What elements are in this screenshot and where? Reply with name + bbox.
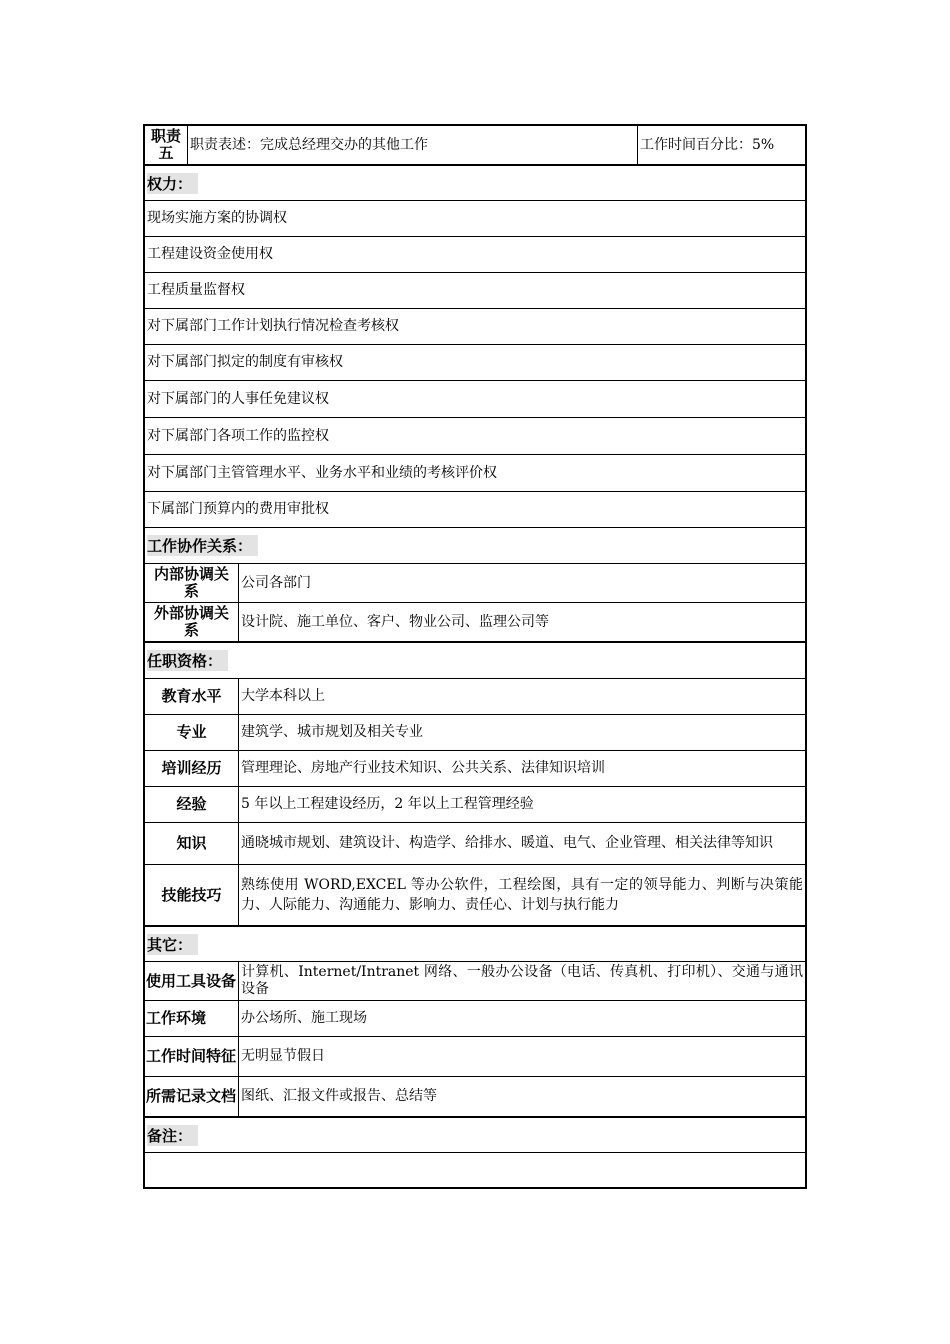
table-row (145, 1077, 805, 1118)
qualification-label: 专业 (145, 715, 239, 750)
list-item (145, 237, 805, 273)
remarks-header: 备注： (147, 1125, 198, 1146)
qualification-label: 经验 (145, 787, 239, 822)
qualification-header: 任职资格： (147, 650, 228, 671)
table-row (145, 962, 805, 1001)
qualification-label: 教育水平 (145, 679, 239, 714)
other-label: 工作环境 (145, 1001, 239, 1036)
other-value: 无明显节假日 (241, 1048, 325, 1064)
list-item (145, 381, 805, 418)
duty-time-percent: 工作时间百分比：5% (640, 136, 775, 153)
qualification-value: 通晓城市规划、建筑设计、构造学、给排水、暖道、电气、企业管理、相关法律等知识 (241, 835, 773, 851)
duty-row (145, 126, 805, 166)
remarks-section-header (145, 1118, 805, 1153)
qualification-label: 技能技巧 (145, 865, 239, 925)
table-row (145, 603, 805, 643)
authority-section-header (145, 166, 805, 201)
authority-item: 现场实施方案的协调权 (147, 210, 287, 226)
table-row (145, 1037, 805, 1077)
job-description-table (143, 124, 807, 1189)
duty-label: 职责五 (145, 126, 188, 164)
list-item (145, 418, 805, 455)
other-label: 工作时间特征 (145, 1037, 239, 1076)
qualification-section-header (145, 643, 805, 679)
qualification-value: 熟练使用 WORD,EXCEL 等办公软件，工程绘图，具有一定的领导能力、判断与决策能力、人际能力、沟通能力、影响力、责任心、计划与执行能力 (241, 877, 803, 913)
authority-item: 对下属部门主管管理水平、业务水平和业绩的考核评价权 (147, 464, 497, 481)
qualification-label: 知识 (145, 823, 239, 864)
other-value: 计算机、Internet/Intranet 网络、一般办公设备（电话、传真机、打印机）、交通与通讯设备 (241, 964, 803, 997)
list-item (145, 492, 805, 528)
authority-header: 权力： (147, 173, 198, 194)
authority-item: 工程建设资金使用权 (147, 246, 273, 262)
qualification-value: 5 年以上工程建设经历，2 年以上工程管理经验 (241, 796, 534, 812)
authority-item: 对下属部门的人事任免建议权 (147, 390, 329, 407)
other-header: 其它： (147, 934, 198, 955)
remarks-value (145, 1153, 805, 1187)
list-item (145, 273, 805, 309)
table-row (145, 715, 805, 751)
table-row (145, 1001, 805, 1037)
qualification-value: 建筑学、城市规划及相关专业 (241, 724, 423, 740)
other-label: 使用工具设备 (145, 962, 239, 1000)
other-label: 所需记录文档 (145, 1077, 239, 1116)
table-row (145, 564, 805, 603)
cooperation-value: 设计院、施工单位、客户、物业公司、监理公司等 (241, 613, 549, 630)
authority-item: 对下属部门工作计划执行情况检查考核权 (147, 318, 399, 334)
table-row (145, 679, 805, 715)
list-item (145, 309, 805, 345)
list-item (145, 455, 805, 492)
qualification-label: 培训经历 (145, 751, 239, 786)
cooperation-value: 公司各部门 (241, 574, 311, 591)
table-row (145, 823, 805, 865)
authority-item: 工程质量监督权 (147, 282, 245, 298)
other-value: 图纸、汇报文件或报告、总结等 (241, 1088, 437, 1104)
cooperation-header: 工作协作关系： (147, 535, 258, 556)
cooperation-section-header (145, 528, 805, 564)
duty-description: 职责表述：完成总经理交办的其他工作 (188, 126, 638, 164)
list-item (145, 201, 805, 237)
table-row (145, 751, 805, 787)
cooperation-label: 内部协调关系 (145, 564, 239, 602)
authority-item: 下属部门预算内的费用审批权 (147, 501, 329, 517)
table-row (145, 787, 805, 823)
authority-item: 对下属部门拟定的制度有审核权 (147, 354, 343, 370)
cooperation-label: 外部协调关系 (145, 603, 239, 641)
authority-item: 对下属部门各项工作的监控权 (147, 427, 329, 444)
remarks-row (145, 1153, 805, 1187)
other-value: 办公场所、施工现场 (241, 1010, 367, 1026)
list-item (145, 345, 805, 381)
other-section-header (145, 927, 805, 962)
qualification-value: 管理理论、房地产行业技术知识、公共关系、法律知识培训 (241, 760, 605, 776)
table-row (145, 865, 805, 927)
qualification-value: 大学本科以上 (241, 688, 325, 704)
